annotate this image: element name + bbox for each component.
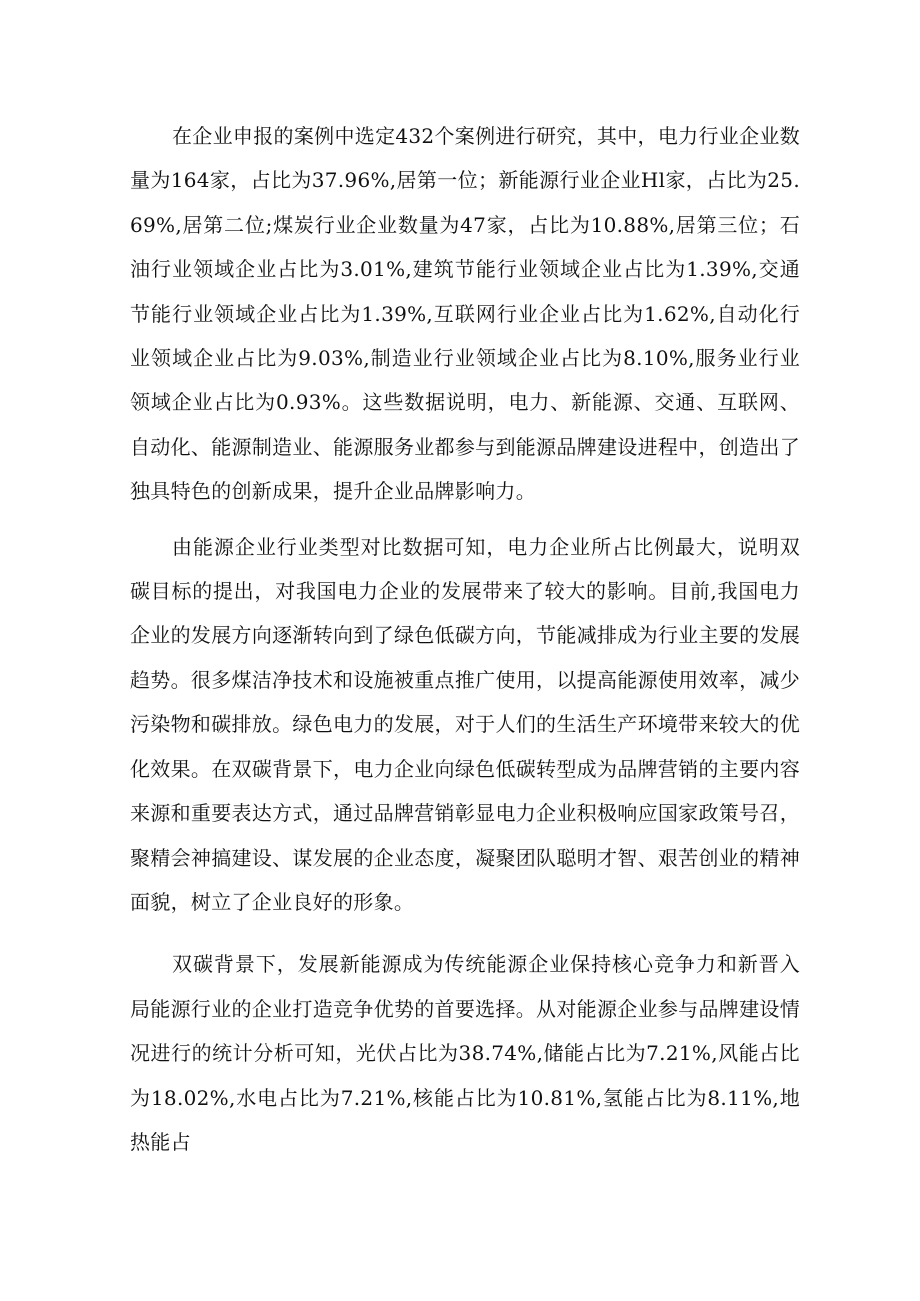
paragraph-new-energy-analysis: 双碳背景下，发展新能源成为传统能源企业保持核心竞争力和新晋入局能源行业的企业打造竞争优势的首要选择。从对能源企业参与品牌建设情况进行的统计分析可知，光伏占比为38.74%,储能占比为7.21%,风能占比为18.02%,水电占比为7.21%,核能占比为10.81%,氢能占比为8.11%,地热能占 bbox=[130, 952, 800, 1154]
document-body bbox=[130, 114, 800, 1164]
paragraph-power-industry-analysis: 由能源企业行业类型对比数据可知，电力企业所占比例最大，说明双碳目标的提出，对我国电力企业的发展带来了较大的影响。目前,我国电力企业的发展方向逐渐转向到了绿色低碳方向，节能减排成为行业主要的发展趋势。很多煤洁净技术和设施被重点推广使用，以提高能源使用效率，减少污染物和碳排放。绿色电力的发展，对于人们的生活生产环境带来较大的优化效果。在双碳背景下，电力企业向绿色低碳转型成为品牌营销的主要内容来源和重要表达方式，通过品牌营销彰显电力企业积极响应国家政策号召，聚精会神搞建设、谋发展的企业态度，凝聚团队聪明才智、艰苦创业的精神面貌，树立了企业良好的形象。 bbox=[130, 534, 800, 914]
paragraph-enterprise-case-statistics: 在企业申报的案例中选定432个案例进行研究，其中，电力行业企业数量为164家，占比为37.96%,居第一位；新能源行业企业Hl家，占比为25.69%,居第二位;煤炭行业企业数量为47家，占比为10.88%,居第三位；石油行业领域企业占比为3.01%,建筑节能行业领域企业占比为1.39%,交通节能行业领域企业占比为1.39%,互联网行业企业占比为1.62%,自动化行业领域企业占比为9.03%,制造业行业领域企业占比为8.10%,服务业行业领域企业占比为0.93%。这些数据说明，电力、新能源、交通、互联网、自动化、能源制造业、能源服务业都参与到能源品牌建设进程中，创造出了独具特色的创新成果，提升企业品牌影响力。 bbox=[130, 124, 800, 504]
